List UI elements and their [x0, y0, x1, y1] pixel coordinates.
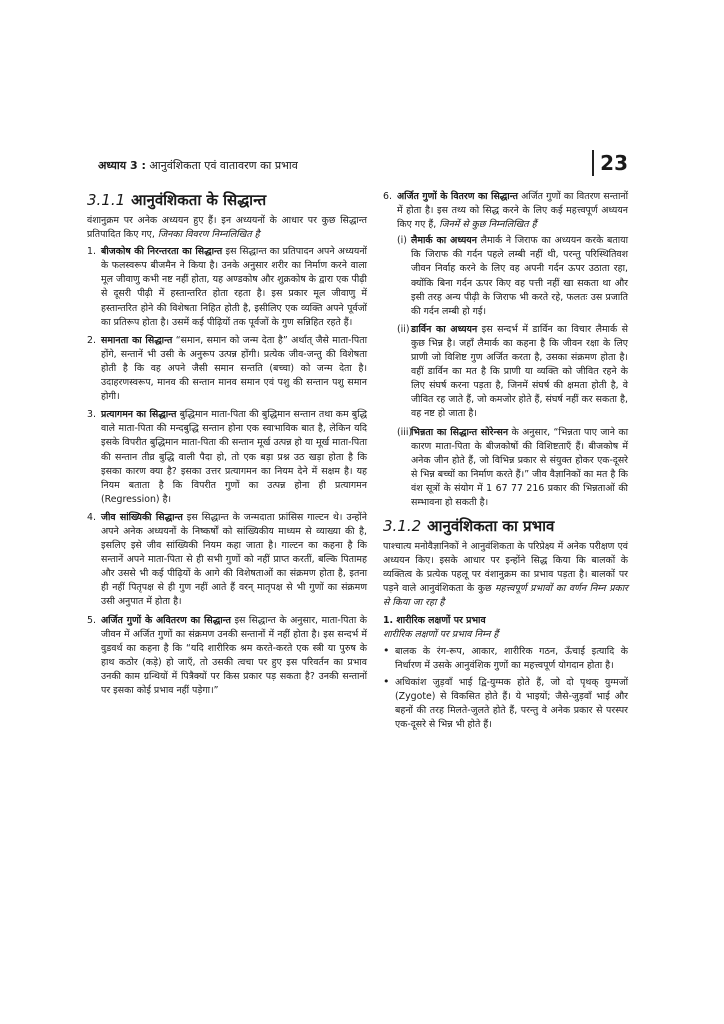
item-text: इस सिद्धान्त के अनुसार, माता-पिता के जीवन में अर्जित गुणों का संक्रमण उनकी सन्तानों में नहीं होता है। इस सन्दर्भ में वुडवर्थ का कहना है कि “यदि शारीरिक श्रम करते-करते एक स्त्री या पुरुष के हाथ कठोर (कड़े) हो जाएँ, तो उसकी त्वचा पर हुए इस परिवर्तन का प्रभाव उनकी काम ग्रन्थियों में पित्रैक्यों पर किस प्रकार पड़ सकता है? उनकी सन्तानों पर इसका कोई प्रभाव नहीं पड़ेगा।” [101, 614, 367, 696]
list-item [87, 245, 367, 330]
study-text: लैमार्क ने जिराफ का अध्ययन करके बताया कि जिराफ की गर्दन पहले लम्बी नहीं थी, परन्तु परिस्थितिवश जीवन निर्वाह करने के लिए वह अपनी गर्दन ऊपर उठाता रहा, क्योंकि बिना गर्दन ऊपर किए वह पत्ती नहीं खा सकता था और इसी तरह अन्य पीढ़ी के जिराफ भी करते रहे, फलतः उस प्रजाति की गर्दन लम्बी हो गई। [411, 235, 628, 317]
bullet-item [383, 645, 628, 673]
item-title: बीजकोष की निरन्तरता का सिद्धान्त [101, 246, 223, 258]
intro-text: पाश्चात्य मनोवैज्ञानिकों ने आनुवंशिकता के परिप्रेक्ष्य में अनेक परीक्षण एवं अध्ययन किए। इसके आधार पर इन्होंने सिद्ध किया कि बालकों के व्यक्तित्व के प्रत्येक पहलू पर वंशानुक्रम का प्रभाव पड़ता है। बालकों पर पड़ने वाले आनुवंशिकता के कुछ [383, 541, 628, 595]
chapter-heading [98, 158, 298, 173]
right-column [383, 190, 628, 735]
item-title: जीव सांख्यिकी सिद्धान्त [101, 511, 183, 523]
study-roman: (ii) [397, 323, 410, 335]
page-header [98, 152, 628, 180]
section-title-3-1-2 [383, 516, 628, 536]
item-emphasis: जिनमें से कुछ निम्नलिखित हैं [439, 219, 537, 231]
item-number: 3. [87, 409, 96, 421]
principles-list-continued [383, 190, 628, 510]
list-item [87, 511, 367, 610]
studies-list [397, 234, 628, 510]
effects-list [383, 645, 628, 733]
item-number: 5. [87, 614, 96, 626]
principles-list [87, 245, 367, 698]
item-number: 6. [383, 191, 392, 202]
subsection-heading: 1. शारीरिक लक्षणों पर प्रभाव [383, 614, 486, 626]
list-item [87, 334, 367, 404]
bullet-text: अधिकांश जुड़वाँ भाई द्वि-युग्मक होते हैं, जो दो पृथक् युग्मजों (Zygote) से विकसित होते हैं। ये भाइयों; जैसे-जुड़वाँ भाई और बहनों की तरह मिलते-जुलते होते हैं, परन्तु वे अनेक प्रकार से परस्पर एक-दूसरे से भिन्न भी होते हैं। [395, 676, 628, 731]
study-item [397, 426, 628, 511]
item-title: समानता का सिद्धान्त [101, 334, 173, 346]
item-title: प्रत्यागमन का सिद्धान्त [101, 409, 177, 421]
subsection-intro [383, 628, 628, 642]
study-roman: (iii) [397, 426, 413, 438]
section-number: 3.1.1 [87, 191, 126, 209]
item-text: इस सिद्धान्त के जन्मदाता फ्रांसिस गाल्टन थे। उन्होंने अपने अनेक अध्ययनों के निष्कर्षों को सांख्यिकीय माध्यम से व्याख्या की है, इसलिए इसे जीव सांख्यिकी नियम कहा जाता है। गाल्टन का कहना है कि सन्तानें अपने माता-पिता से ही सभी गुणों को नहीं प्राप्त करतीं, बल्कि पितामह और उससे भी कई पीढ़ियों के आगे की विशेषताओं का संक्रमण होता है, इतना ही नहीं पितृपक्ष से ही गुण नहीं आते हैं वरन् मातृपक्ष से भी गुणों का संक्रमण उसी अनुपात में होता है। [101, 511, 367, 608]
item-number: 4. [87, 511, 96, 523]
intro-emphasis: जिनका विवरण निम्नलिखित है [157, 229, 260, 241]
list-item [87, 614, 367, 699]
study-text: इस सन्दर्भ में डार्विन का विचार लैमार्क से कुछ भिन्न है। जहाँ लैमार्क का कहना है कि जीवन रक्षा के लिए प्राणी जो विशिष्ट गुण अर्जित करता है, उसका संक्रमण होता है। वहीं डार्विन का मत है कि प्राणी या व्यक्ति को जीवित रहने के लिए संघर्ष करना पड़ता है, जिनमें संघर्ष की क्षमता होती है, वे जीवित रह जाते हैं, जो कमजोर होते हैं, संघर्ष नहीं कर सकता है, वह नष्ट हो जाता है। [411, 323, 628, 420]
bullet-text: बालक के रंग-रूप, आकार, शारीरिक गठन, ऊँचाई इत्यादि के निर्धारण में उसके आनुवंशिक गुणों का महत्त्वपूर्ण योगदान होता है। [395, 645, 628, 671]
item-number: 1. [87, 246, 96, 258]
section-number: 3.1.2 [383, 517, 422, 536]
list-item [383, 190, 628, 510]
study-text: के अनुसार, “भिन्नता पाए जाने का कारण माता-पिता के बीजकोषों की विशिष्टताएँ हैं। बीजकोष में अनेक जीन होते हैं, जो विभिन्न प्रकार से संयुक्त होकर एक-दूसरे से भिन्न बच्चों का निर्माण करते हैं।” जीव वैज्ञानिकों का मत है कि वंश सूत्रों के संयोग में 1 67 77 216 प्रकार की भिन्नताओं की सम्भावना हो सकती है। [411, 426, 628, 508]
study-title: डार्विन का अध्ययन [411, 323, 478, 335]
item-text: “समान, समान को जन्म देता है” अर्थात् जैसे माता-पिता होंगे, सन्तानें भी उसी के अनुरूप उत्पन्न होंगी। प्रत्येक जीव-जन्तु की विशेषता होती है कि वह अपने जैसी समान सन्तति (बच्चा) को जन्म देता है। उदाहरणस्वरूप, मानव की सन्तान मानव समान एवं पशु की सन्तान पशु समान होगी। [101, 334, 367, 403]
item-number: 2. [87, 334, 96, 346]
list-item [87, 408, 367, 507]
item-text: इस सिद्धान्त का प्रतिपादन अपने अध्ययनों के फलस्वरूप बीजमैन ने किया है। उनके अनुसार शरीर का निर्माण करने वाला मूल जीवाणु कभी नष्ट नहीं होता, यह अण्डकोष और शुक्रकोष के द्वारा एक पीढ़ी से दूसरी पीढ़ी में हस्तान्तरित होता रहता है। इस प्रकार मूल जीवाणु में हस्तान्तरित होने की विशेषता निहित होती है, इसीलिए एक व्यक्ति अपने पूर्वजों का प्रतिरूप होता है। उसमें कई पीढ़ियों तक पूर्वजों के गुण सन्निहित रहते हैं। [101, 246, 367, 328]
bullet-item [383, 676, 628, 732]
section-intro [383, 540, 628, 610]
section-title-text: आनुवंशिकता का प्रभाव [427, 517, 555, 536]
section-intro [87, 214, 367, 242]
item-text: अर्जित गुणों का वितरण सन्तानों में होता है। इस तथ्य को सिद्ध करने के लिए कई महत्त्वपूर्ण अध्ययन किए गए हैं, [397, 191, 628, 231]
left-column [87, 190, 367, 702]
section-title-3-1-1 [87, 190, 367, 210]
study-title: लैमार्क का अध्ययन [411, 235, 477, 247]
page-number: 23 [592, 150, 628, 176]
intro-text: वंशानुक्रम पर अनेक अध्ययन हुए हैं। इन अध्ययनों के आधार पर कुछ सिद्धान्त प्रतिपादित किए गए, [87, 215, 367, 241]
study-item [397, 323, 628, 422]
bullet-icon: • [383, 674, 390, 688]
bullet-icon: • [383, 643, 390, 657]
item-text: बुद्धिमान माता-पिता की बुद्धिमान सन्तान तथा कम बुद्धि वाले माता-पिता की मन्दबुद्धि सन्तान होना एक स्वाभाविक बात है, लेकिन यदि इसके विपरीत बुद्धिमान माता-पिता की सन्तान मूर्ख उत्पन्न हो या मूर्ख माता-पिता की सन्तान तीव्र बुद्धि वाली पैदा हो, तो एक बड़ा प्रश्न उठ खड़ा होता है कि इसका कारण क्या है? इसका उत्तर प्रत्यागमन का नियम देने में सक्षम है। यह नियम बताता है कि विपरीत गुणों का उत्पन्न होना ही प्रत्यागमन (Regression) है। [101, 409, 368, 505]
item-title: अर्जित गुणों के अवितरण का सिद्धान्त [101, 614, 231, 626]
study-title: भिन्नता का सिद्धान्त सोरेन्सन [411, 426, 509, 438]
item-title: अर्जित गुणों के वितरण का सिद्धान्त [397, 191, 518, 202]
study-item [397, 234, 628, 319]
section-title-text: आनुवंशिकता के सिद्धान्त [131, 191, 267, 209]
chapter-prefix: अध्याय 3 : [98, 159, 146, 172]
chapter-title: आनुवंशिकता एवं वातावरण का प्रभाव [149, 159, 298, 172]
intro-emphasis: महत्त्वपूर्ण प्रभावों का वर्णन निम्न प्रकार से किया जा रहा है [383, 583, 628, 609]
subsection-intro-text: शारीरिक लक्षणों पर प्रभाव निम्न हैं [383, 628, 499, 640]
study-roman: (i) [397, 235, 407, 247]
